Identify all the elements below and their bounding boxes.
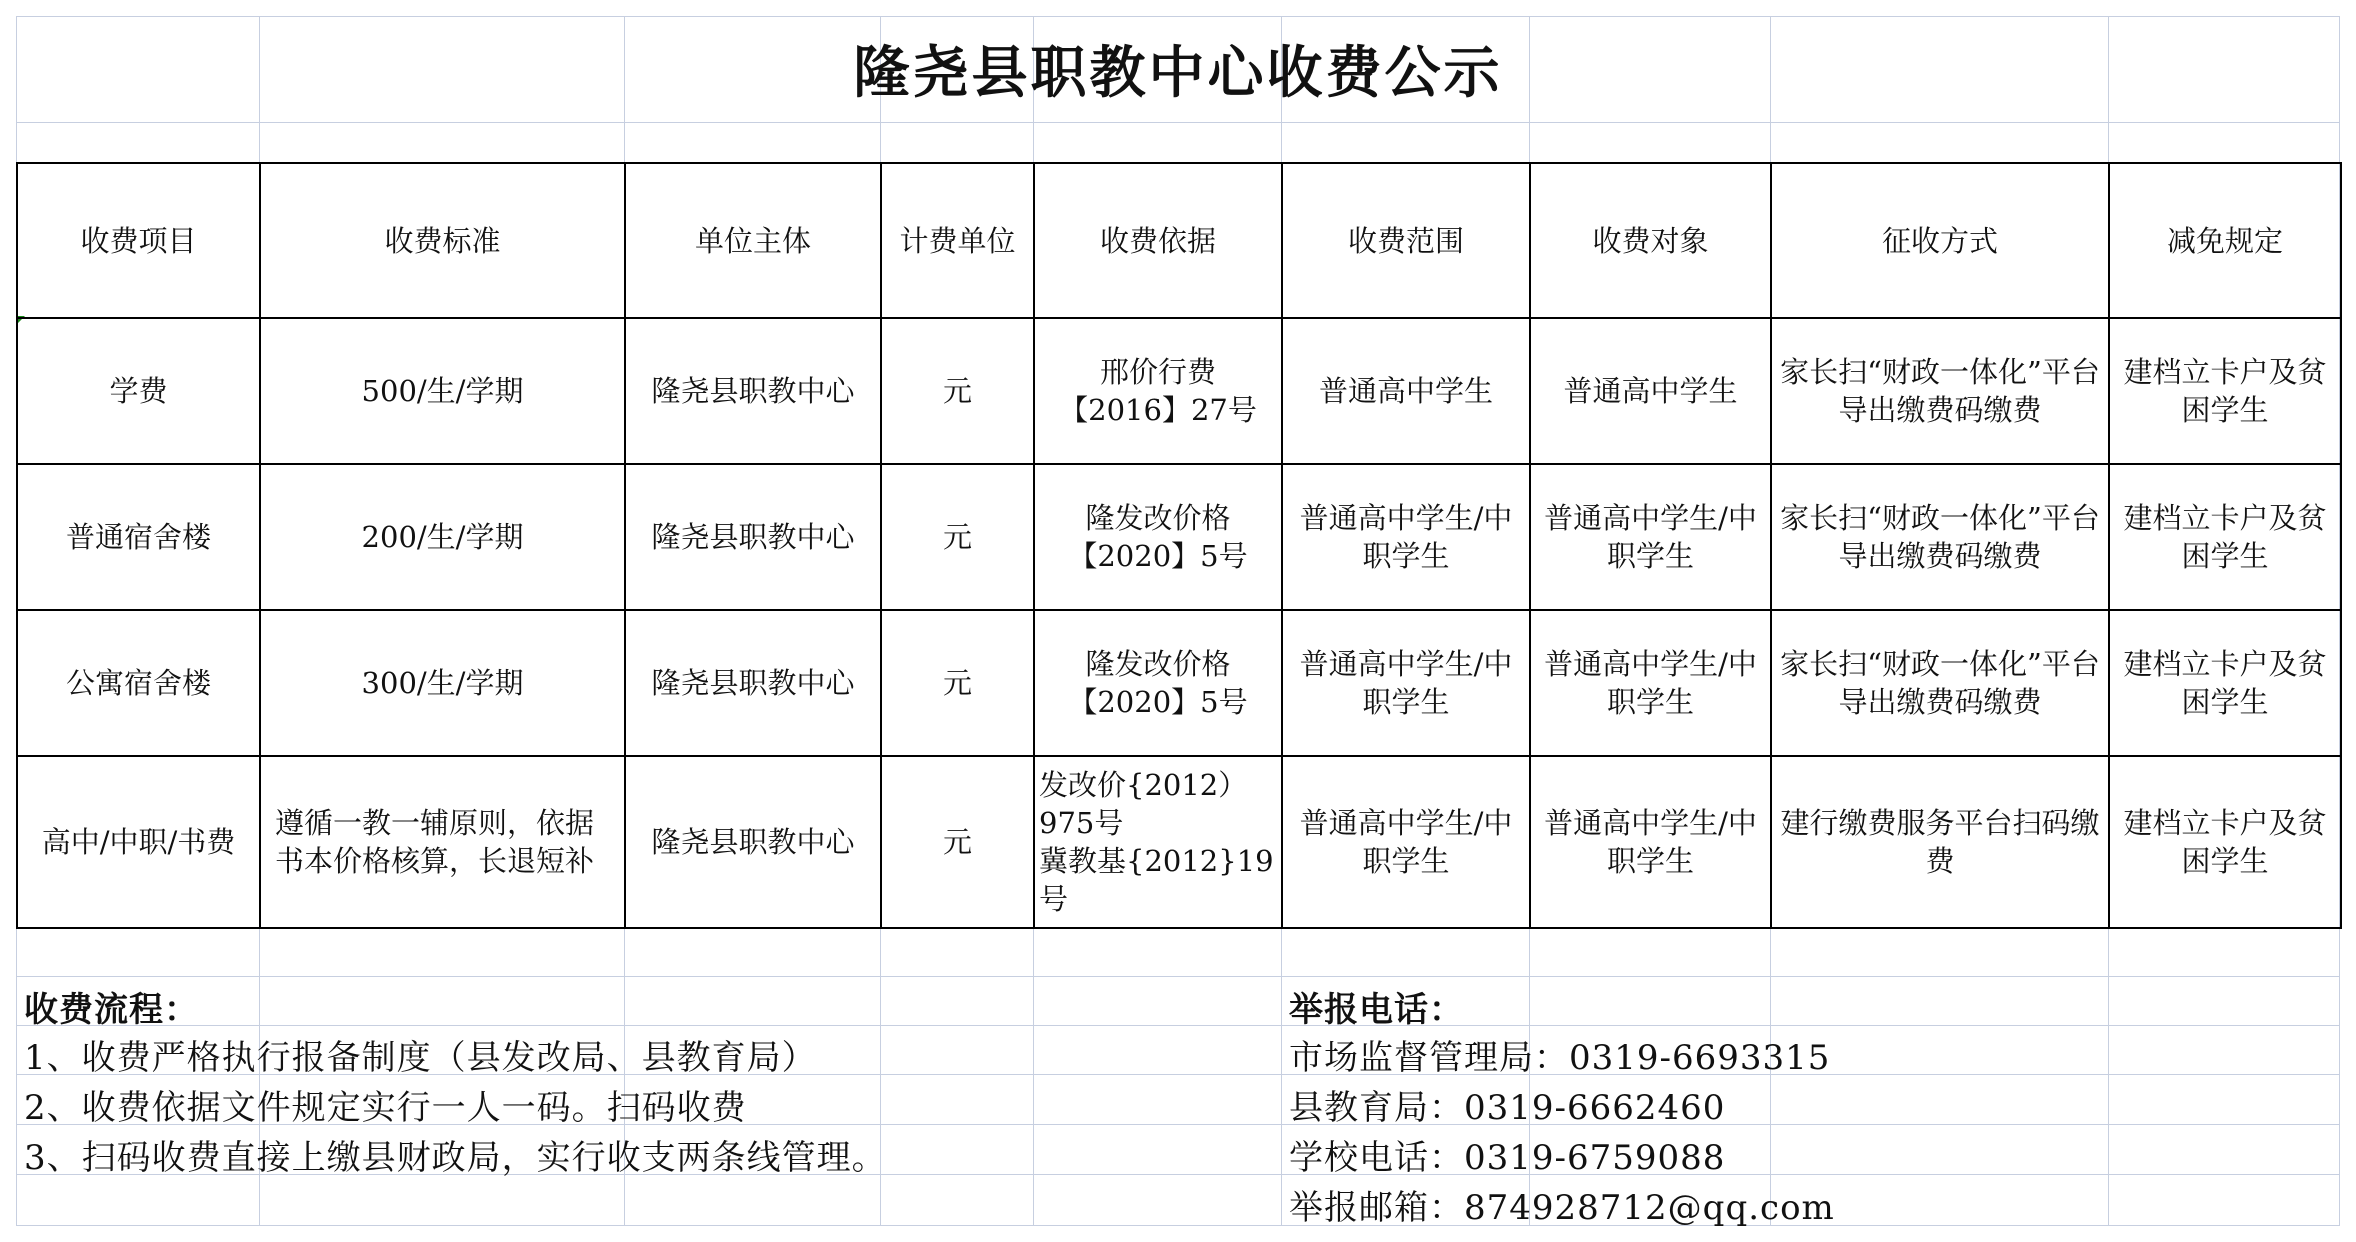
entity-cell: 隆尧县职教中心 (625, 756, 881, 928)
standard-cell: 500/生/学期 (260, 318, 625, 464)
exemption-cell: 建档立卡户及贫困学生 (2109, 610, 2341, 756)
header-cell: 征收方式 (1771, 163, 2109, 318)
report-line: 学校电话：0319-6759088 (1289, 1138, 1726, 1178)
entity-cell: 隆尧县职教中心 (625, 464, 881, 610)
header-cell: 减免规定 (2109, 163, 2341, 318)
target-cell: 普通高中学生/中职学生 (1530, 464, 1771, 610)
table-row (17, 756, 2341, 928)
target-cell: 普通高中学生/中职学生 (1530, 610, 1771, 756)
scope-cell: 普通高中学生/中职学生 (1282, 756, 1530, 928)
table-row (17, 318, 2341, 464)
standard-cell: 遵循一教一辅原则，依据书本价格核算，长退短补 (260, 756, 625, 928)
process-step: 1、收费严格执行报备制度（县发改局、县教育局） (24, 1038, 817, 1078)
entity-cell: 隆尧县职教中心 (625, 610, 881, 756)
exemption-cell: 建档立卡户及贫困学生 (2109, 756, 2341, 928)
method-cell: 家长扫“财政一体化”平台导出缴费码缴费 (1771, 464, 2109, 610)
exemption-cell: 建档立卡户及贫困学生 (2109, 318, 2341, 464)
report-heading: 举报电话： (1289, 990, 1464, 1030)
scope-cell: 普通高中学生 (1282, 318, 1530, 464)
scope-cell: 普通高中学生/中职学生 (1282, 464, 1530, 610)
item-cell: 公寓宿舍楼 (17, 610, 260, 756)
report-email-line: 举报邮箱：874928712@qq.com (1289, 1188, 1835, 1228)
target-cell: 普通高中学生/中职学生 (1530, 756, 1771, 928)
fee-table (16, 162, 2342, 929)
method-cell: 家长扫“财政一体化”平台导出缴费码缴费 (1771, 610, 2109, 756)
basis-cell: 隆发改价格 【2020】5号 (1034, 610, 1282, 756)
unit-cell: 元 (881, 610, 1034, 756)
header-cell: 收费项目 (17, 163, 260, 318)
target-cell: 普通高中学生 (1530, 318, 1771, 464)
process-heading: 收费流程： (24, 990, 199, 1030)
method-cell: 建行缴费服务平台扫码缴费 (1771, 756, 2109, 928)
item-cell: 学费 (17, 318, 260, 464)
page-title: 隆尧县职教中心收费公示 (853, 41, 1503, 106)
header-cell: 收费标准 (260, 163, 625, 318)
process-step: 2、收费依据文件规定实行一人一码。扫码收费 (24, 1088, 747, 1128)
basis-cell: 隆发改价格 【2020】5号 (1034, 464, 1282, 610)
standard-cell: 200/生/学期 (260, 464, 625, 610)
exemption-cell: 建档立卡户及贫困学生 (2109, 464, 2341, 610)
process-step: 3、扫码收费直接上缴县财政局，实行收支两条线管理。 (24, 1138, 887, 1178)
header-cell: 收费对象 (1530, 163, 1771, 318)
header-cell: 计费单位 (881, 163, 1034, 318)
standard-cell: 300/生/学期 (260, 610, 625, 756)
unit-cell: 元 (881, 756, 1034, 928)
header-cell: 单位主体 (625, 163, 881, 318)
header-cell: 收费范围 (1282, 163, 1530, 318)
table-header-row (17, 163, 2341, 318)
basis-cell: 发改价{2012）975号 冀教基{2012}19号 (1034, 756, 1282, 928)
header-cell: 收费依据 (1034, 163, 1282, 318)
report-line: 市场监督管理局：0319-6693315 (1289, 1038, 1831, 1078)
basis-cell: 邢价行费 【2016】27号 (1034, 318, 1282, 464)
unit-cell: 元 (881, 318, 1034, 464)
entity-cell: 隆尧县职教中心 (625, 318, 881, 464)
report-line: 县教育局：0319-6662460 (1289, 1088, 1726, 1128)
table-row (17, 610, 2341, 756)
item-cell: 高中/中职/书费 (17, 756, 260, 928)
table-row (17, 464, 2341, 610)
item-cell: 普通宿舍楼 (17, 464, 260, 610)
unit-cell: 元 (881, 464, 1034, 610)
method-cell: 家长扫“财政一体化”平台导出缴费码缴费 (1771, 318, 2109, 464)
scope-cell: 普通高中学生/中职学生 (1282, 610, 1530, 756)
